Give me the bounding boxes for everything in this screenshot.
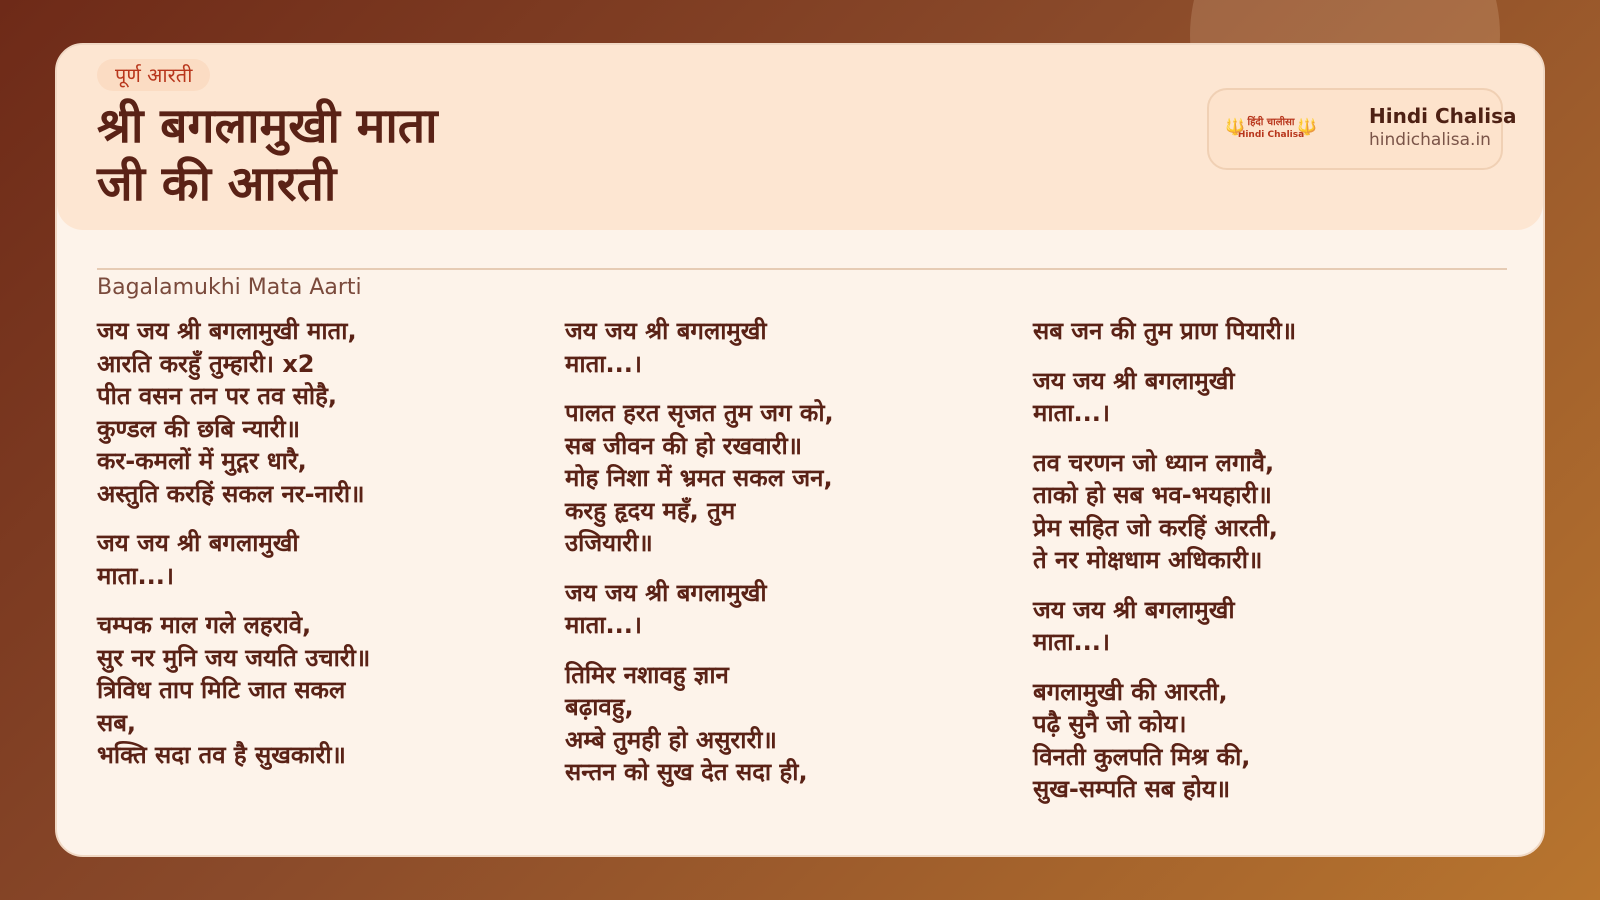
lyric-line: प्रेम सहित जो करहिं आरती, (1033, 513, 1278, 542)
lyric-line: पीत वसन तन पर तव सोहै, (97, 382, 337, 410)
stanza (1033, 315, 1453, 348)
lyrics-column-3 (1033, 315, 1453, 823)
lyric-line: सन्तन को सुख देत सदा ही, (565, 758, 808, 786)
lyric-line: उजियारी॥ (565, 529, 653, 557)
lyric-line: करहु हृदय महँ, तुम (565, 496, 736, 525)
brand-logo (1225, 116, 1317, 146)
aarti-card (55, 43, 1545, 857)
lyric-line: चम्पक माल गले लहरावे, (97, 611, 312, 639)
brand-box[interactable] (1207, 88, 1517, 170)
lyric-line: पढ़ै सुनै जो कोय। (1033, 710, 1187, 738)
trident-icon: 🔱 (1225, 117, 1245, 136)
lyric-line: आरति करहुँ तुम्हारी। x2 (97, 349, 315, 378)
lyrics-column-1 (97, 315, 517, 789)
lyric-line: अम्बे तुमही हो असुरारी॥ (565, 725, 777, 754)
lyric-line: सुख-सम्पति सब होय॥ (1033, 775, 1231, 803)
title-line-1: श्री बगलामुखी माता (97, 98, 438, 154)
lyric-line: माता...। (565, 611, 642, 639)
lyric-line: सुर नर मुनि जय जयति उचारी॥ (97, 643, 371, 672)
header (57, 45, 1543, 230)
lyric-line: जय जय श्री बगलामुखी (565, 317, 767, 345)
stanza (1033, 365, 1453, 430)
brand-url[interactable]: hindichalisa.in (1369, 130, 1491, 150)
lyric-line: विनती कुलपति मिश्र की, (1033, 742, 1251, 771)
lyric-line: जय जय श्री बगलामुखी (97, 529, 299, 557)
lyrics-column-2 (565, 315, 985, 806)
stanza (97, 609, 517, 772)
trident-icon: 🔱 (1297, 117, 1317, 136)
subtitle: Bagalamukhi Mata Aarti (97, 275, 362, 300)
lyric-line: तिमिर नशावहु ज्ञान (565, 660, 729, 689)
lyric-line: बगलामुखी की आरती, (1033, 677, 1228, 706)
lyric-line: सब, (97, 708, 137, 737)
logo-hindi-text: हिंदी चालीसा (1247, 117, 1295, 128)
lyric-line: माता...। (1033, 628, 1110, 656)
stanza (97, 315, 517, 510)
lyric-line: भक्ति सदा तव है सुखकारी॥ (97, 741, 346, 769)
brand-name: Hindi Chalisa (1369, 104, 1517, 128)
stanza (565, 577, 985, 642)
lyric-line: कर-कमलों में मुद्गर धारै, (97, 447, 307, 475)
lyric-line: बढ़ावहु, (565, 693, 634, 721)
stanza (1033, 447, 1453, 577)
page-title (97, 97, 438, 213)
lyric-line: जय जय श्री बगलामुखी (565, 578, 767, 607)
lyric-line: सब जीवन की हो रखवारी॥ (565, 431, 803, 460)
lyric-line: माता...। (565, 349, 642, 378)
stanza (1033, 594, 1453, 659)
divider (97, 268, 1507, 270)
lyric-line: जय जय श्री बगलामुखी माता, (97, 317, 357, 345)
lyric-line: माता...। (1033, 399, 1110, 427)
lyric-line: जय जय श्री बगलामुखी (1033, 366, 1235, 395)
lyric-line: तव चरणन जो ध्यान लगावै, (1033, 448, 1275, 477)
stanza (565, 397, 985, 560)
category-badge: पूर्ण आरती (97, 59, 210, 91)
lyric-line: जय जय श्री बगलामुखी (1033, 595, 1235, 624)
lyric-line: त्रिविध ताप मिटि जात सकल (97, 676, 346, 704)
lyric-line: ते नर मोक्षधाम अधिकारी॥ (1033, 546, 1263, 574)
stanza (1033, 676, 1453, 806)
lyric-line: मोह निशा में भ्रमत सकल जन, (565, 464, 833, 492)
stanza (565, 315, 985, 380)
lyric-line: पालत हरत सृजत तुम जग को, (565, 399, 834, 427)
lyric-line: ताको हो सब भव-भयहारी॥ (1033, 481, 1272, 509)
title-line-2: जी की आरती (97, 156, 337, 212)
lyric-line: माता...। (97, 561, 174, 590)
logo-english-text: Hindi Chalisa (1237, 130, 1305, 140)
lyric-line: अस्तुति करहिं सकल नर-नारी॥ (97, 479, 365, 508)
stanza (97, 527, 517, 592)
lyric-line: कुण्डल की छबि न्यारी॥ (97, 414, 301, 443)
lyric-line: सब जन की तुम प्राण पियारी॥ (1033, 317, 1297, 345)
stanza (565, 659, 985, 789)
